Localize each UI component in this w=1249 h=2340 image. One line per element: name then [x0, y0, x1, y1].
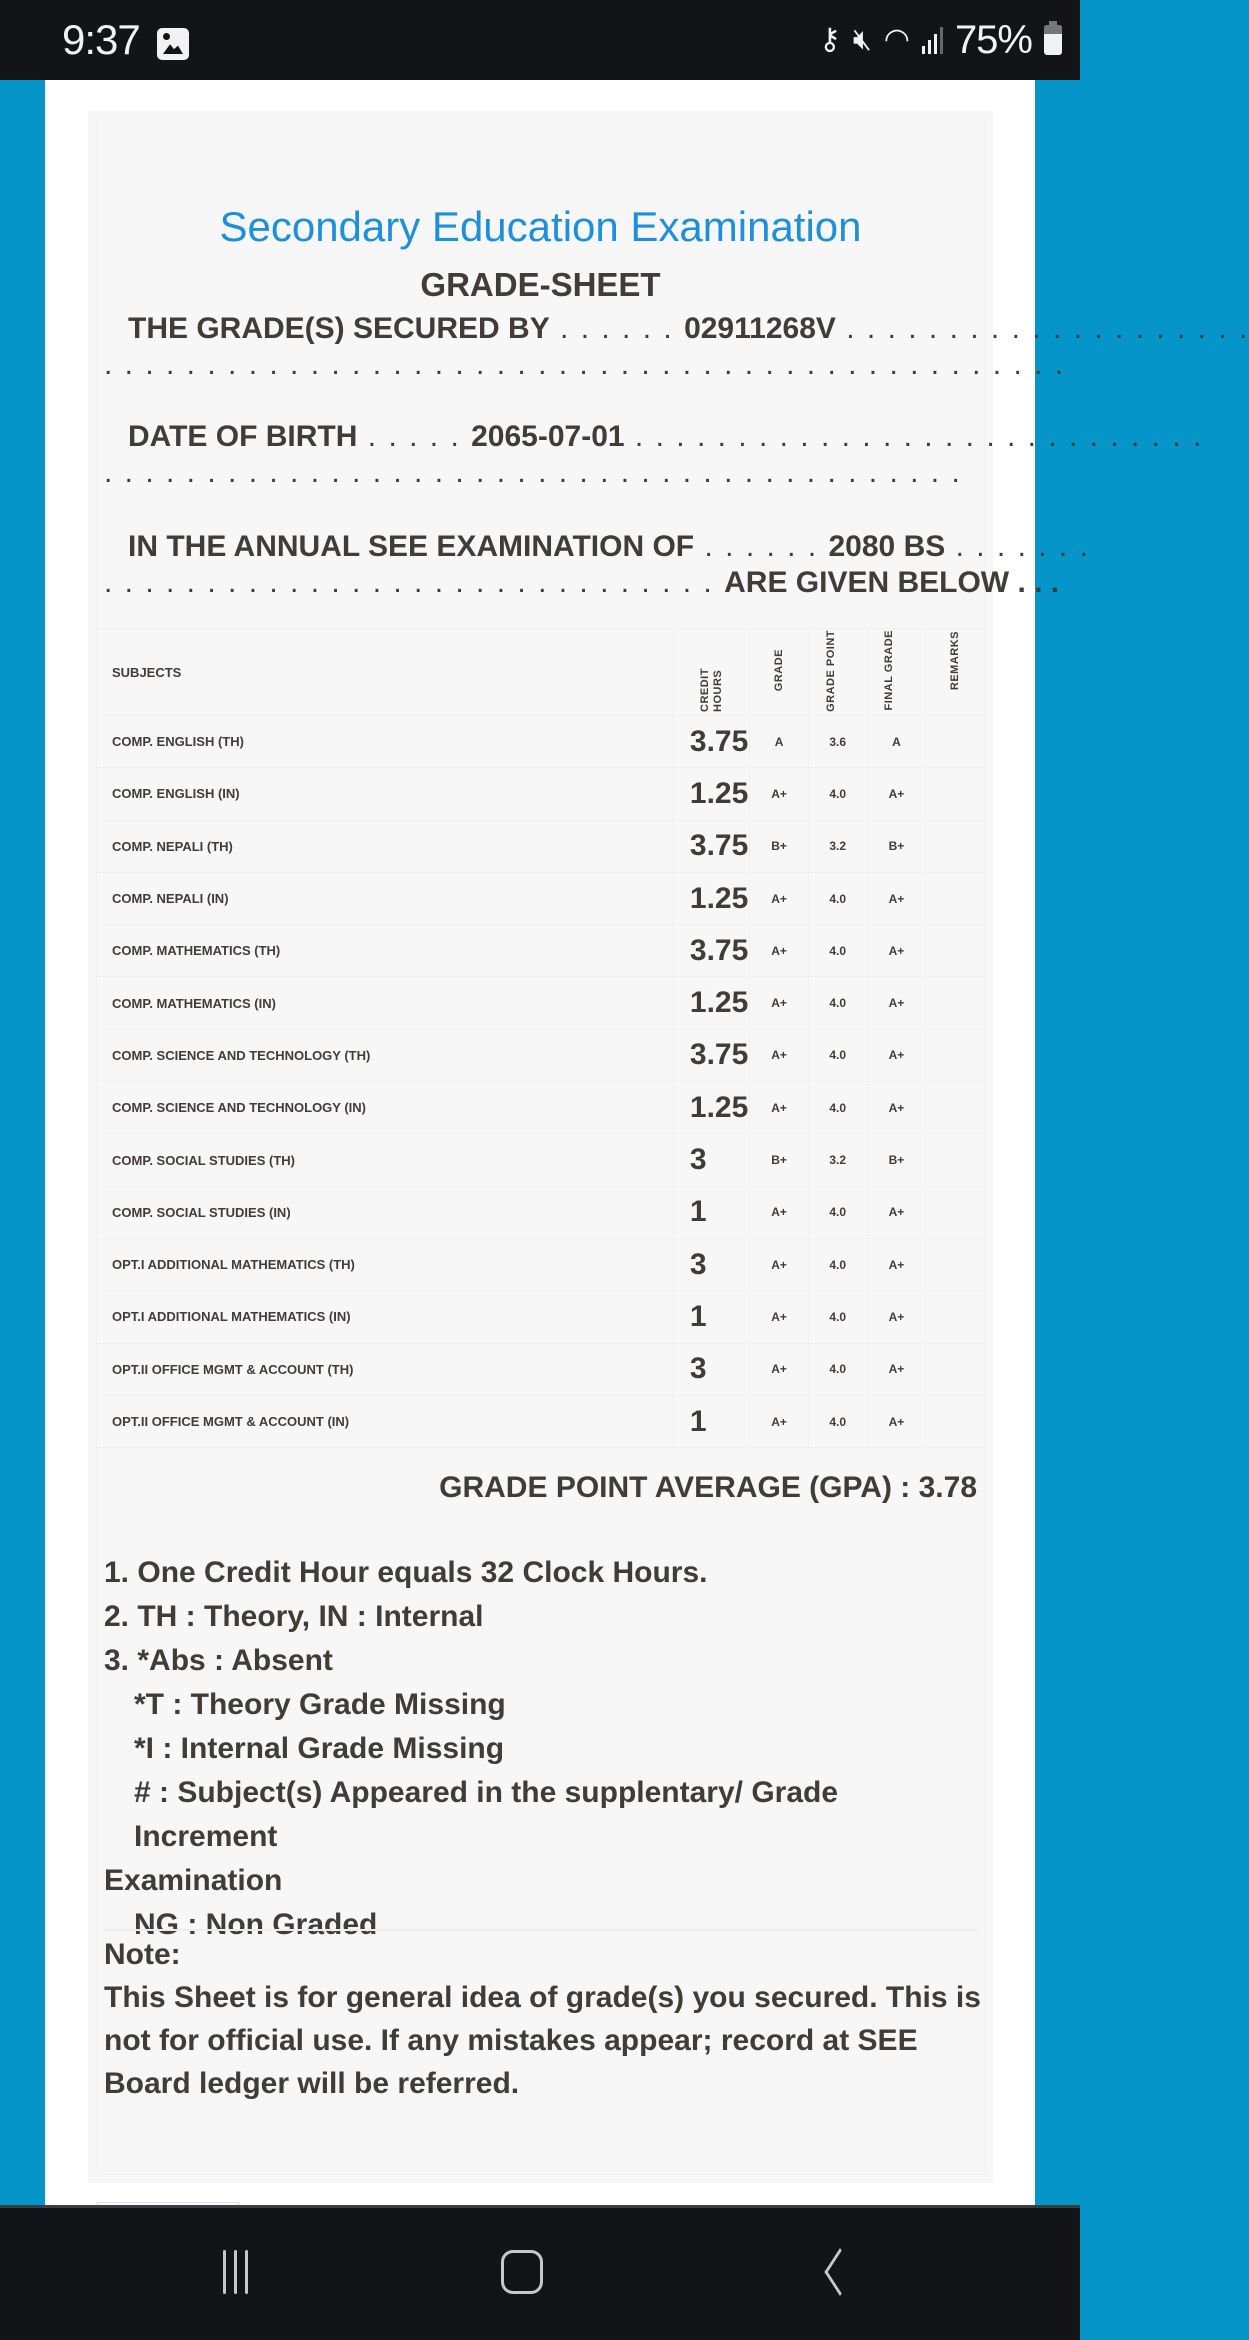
final-grade-cell: A+	[867, 925, 926, 977]
final-grade-cell: A+	[867, 1291, 926, 1343]
vpn-key-icon: ⚷	[818, 23, 841, 56]
credit-hours-cell: 1.25	[673, 768, 749, 820]
final-grade-cell: A+	[867, 1082, 926, 1134]
table-row	[97, 1395, 985, 1447]
table-row	[97, 768, 985, 820]
secured-by-line: THE GRADE(S) SECURED BY . . . . . . 02911268V . . . . . . . . . . . . . . . . . . . . . . . . . . . . . . . . . . . . . . . . . . . . . . . . . . . . . . . . . . . . . . . . . . .	[104, 312, 1249, 381]
page-content	[45, 80, 1249, 2205]
grade-point-cell: 4.0	[808, 872, 867, 924]
final-grade-cell: B+	[867, 820, 926, 872]
legend-item: *T : Theory Grade Missing	[134, 1688, 506, 1721]
note-text: This Sheet is for general idea of grade(s) you secured. This is not for official use. If any mistakes appear; record at SEE Board ledger will be referred.	[104, 1981, 981, 2100]
legend-item: 3. *Abs : Absent	[104, 1644, 333, 1677]
exam-label: IN THE ANNUAL SEE EXAMINATION OF	[128, 530, 695, 563]
final-grade-cell: A+	[867, 1186, 926, 1238]
table-row	[97, 1134, 985, 1186]
final-grade-cell: A+	[867, 1238, 926, 1290]
subject-cell: OPT.II OFFICE MGMT & ACCOUNT (TH)	[97, 1343, 674, 1395]
credit-hours-cell: 1	[673, 1291, 749, 1343]
battery-icon	[1044, 25, 1062, 55]
final-grade-cell: B+	[867, 1134, 926, 1186]
gpa-value: 3.78	[918, 1471, 977, 1504]
page-subtitle: GRADE-SHEET	[420, 266, 661, 303]
grade-cell: A+	[750, 872, 809, 924]
legend-item: *I : Internal Grade Missing	[134, 1732, 505, 1765]
final-grade-cell: A+	[867, 1343, 926, 1395]
grade-cell: B+	[750, 1134, 809, 1186]
subject-cell: COMP. NEPALI (IN)	[97, 872, 674, 924]
subject-cell: COMP. MATHEMATICS (TH)	[97, 925, 674, 977]
legend-item: 1. One Credit Hour equals 32 Clock Hours.	[104, 1556, 708, 1589]
header-remarks: REMARKS	[926, 629, 985, 716]
remarks-cell	[926, 872, 985, 924]
mute-icon: 🔇︎	[852, 23, 872, 56]
grade-point-cell: 4.0	[808, 1238, 867, 1290]
back-icon[interactable]	[815, 2244, 865, 2300]
credit-hours-cell: 3.75	[673, 820, 749, 872]
grade-cell: A+	[750, 1343, 809, 1395]
grade-point-cell: 4.0	[808, 1343, 867, 1395]
table-header-row	[97, 629, 985, 716]
remarks-cell	[926, 1029, 985, 1081]
exam-line: IN THE ANNUAL SEE EXAMINATION OF . . . . . . 2080 BS . . . . . . . . . . . . . . . . . . . . . . . . . . . . . . . . . . . . . ARE GIVEN BELOW . . .	[104, 530, 1090, 599]
remarks-cell	[926, 716, 985, 768]
grade-point-cell: 3.2	[808, 820, 867, 872]
grade-cell: A+	[750, 977, 809, 1029]
grade-cell: A+	[750, 925, 809, 977]
grade-cell: A+	[750, 768, 809, 820]
final-grade-cell: A+	[867, 977, 926, 1029]
remarks-cell	[926, 977, 985, 1029]
grade-cell: A+	[750, 1238, 809, 1290]
gallery-icon	[157, 28, 189, 60]
remarks-cell	[926, 820, 985, 872]
credit-hours-cell: 3	[673, 1343, 749, 1395]
grade-point-cell: 4.0	[808, 1082, 867, 1134]
grade-cell: A+	[750, 1082, 809, 1134]
grade-point-cell: 3.6	[808, 716, 867, 768]
grade-cell: B+	[750, 820, 809, 872]
navigation-bar	[0, 2205, 1080, 2340]
table-row	[97, 925, 985, 977]
final-grade-cell: A	[867, 716, 926, 768]
subject-cell: COMP. ENGLISH (IN)	[97, 768, 674, 820]
wifi-icon: ◠	[883, 23, 910, 56]
signal-icon	[922, 26, 943, 54]
gpa-label: GRADE POINT AVERAGE (GPA) :	[439, 1471, 911, 1504]
grade-point-cell: 4.0	[808, 977, 867, 1029]
credit-hours-cell: 1	[673, 1395, 749, 1447]
grade-cell: A+	[750, 1186, 809, 1238]
remarks-cell	[926, 925, 985, 977]
table-row	[97, 1343, 985, 1395]
secured-by-value: 02911268V	[684, 312, 836, 345]
table-row	[97, 1029, 985, 1081]
grade-point-cell: 4.0	[808, 1186, 867, 1238]
status-bar	[0, 0, 1080, 80]
legend	[104, 1551, 984, 1947]
remarks-cell	[926, 1082, 985, 1134]
table-row	[97, 977, 985, 1029]
header-credit-hours: CREDIT HOURS	[673, 629, 749, 716]
grade-cell: A	[750, 716, 809, 768]
credit-hours-cell: 3.75	[673, 716, 749, 768]
status-icons	[819, 14, 1062, 66]
header-grade-point: GRADE POINT	[808, 629, 867, 716]
header-grade: GRADE	[750, 629, 809, 716]
note-title: Note:	[104, 1938, 181, 1971]
exam-suffix: ARE GIVEN BELOW . . .	[724, 566, 1060, 599]
credit-hours-cell: 1.25	[673, 872, 749, 924]
subject-cell: OPT.II OFFICE MGMT & ACCOUNT (IN)	[97, 1395, 674, 1447]
grade-point-cell: 4.0	[808, 1395, 867, 1447]
subject-cell: COMP. SOCIAL STUDIES (IN)	[97, 1186, 674, 1238]
subject-cell: COMP. SCIENCE AND TECHNOLOGY (TH)	[97, 1029, 674, 1081]
dob-label: DATE OF BIRTH	[128, 420, 358, 453]
grade-point-cell: 4.0	[808, 1291, 867, 1343]
grade-point-cell: 4.0	[808, 925, 867, 977]
subject-cell: COMP. NEPALI (TH)	[97, 820, 674, 872]
final-grade-cell: A+	[867, 1029, 926, 1081]
remarks-cell	[926, 1186, 985, 1238]
remarks-cell	[926, 1134, 985, 1186]
subject-cell: COMP. ENGLISH (TH)	[97, 716, 674, 768]
final-grade-cell: A+	[867, 872, 926, 924]
subject-cell: OPT.I ADDITIONAL MATHEMATICS (IN)	[97, 1291, 674, 1343]
header-final-grade: FINAL GRADE	[867, 629, 926, 716]
grade-point-cell: 4.0	[808, 1029, 867, 1081]
credit-hours-cell: 3	[673, 1134, 749, 1186]
table-row	[97, 1186, 985, 1238]
subject-cell: OPT.I ADDITIONAL MATHEMATICS (TH)	[97, 1238, 674, 1290]
table-row	[97, 820, 985, 872]
credit-hours-cell: 3.75	[673, 925, 749, 977]
subject-cell: COMP. MATHEMATICS (IN)	[97, 977, 674, 1029]
table-row	[97, 1238, 985, 1290]
legend-item: Examination	[104, 1864, 283, 1897]
remarks-cell	[926, 1395, 985, 1447]
status-time: 9:37	[62, 16, 140, 63]
grade-cell: A+	[750, 1395, 809, 1447]
table-row	[97, 716, 985, 768]
dob-value: 2065-07-01	[471, 420, 625, 453]
remarks-cell	[926, 1291, 985, 1343]
credit-hours-cell: 3	[673, 1238, 749, 1290]
remarks-cell	[926, 1238, 985, 1290]
note	[104, 1933, 984, 2105]
home-icon[interactable]	[497, 2244, 547, 2300]
final-grade-cell: A+	[867, 768, 926, 820]
subject-cell: COMP. SOCIAL STUDIES (TH)	[97, 1134, 674, 1186]
credit-hours-cell: 3.75	[673, 1029, 749, 1081]
remarks-cell	[926, 768, 985, 820]
grade-sheet-card	[88, 111, 1249, 2183]
credit-hours-cell: 1.25	[673, 1082, 749, 1134]
subject-cell: COMP. SCIENCE AND TECHNOLOGY (IN)	[97, 1082, 674, 1134]
grade-point-cell: 4.0	[808, 768, 867, 820]
legend-item: # : Subject(s) Appeared in the supplentary/ Grade Increment	[134, 1776, 839, 1853]
credit-hours-cell: 1	[673, 1186, 749, 1238]
table-row	[97, 1082, 985, 1134]
grades-table	[96, 628, 985, 1448]
recents-icon[interactable]	[210, 2244, 260, 2300]
grade-cell: A+	[750, 1291, 809, 1343]
dob-line: DATE OF BIRTH . . . . . 2065-07-01 . . . . . . . . . . . . . . . . . . . . . . . . . . . . . . . . . . . . . . . . . . . . . . . . . . . . . . . . . . . . . . . . . . . . . .	[104, 420, 1204, 489]
gpa-summary	[439, 1471, 977, 1505]
final-grade-cell: A+	[867, 1395, 926, 1447]
grade-cell: A+	[750, 1029, 809, 1081]
remarks-cell	[926, 1343, 985, 1395]
grade-point-cell: 3.2	[808, 1134, 867, 1186]
page-title: Secondary Education Examination	[219, 203, 862, 250]
header-subjects: SUBJECTS	[97, 629, 674, 716]
divider	[104, 1929, 978, 1931]
credit-hours-cell: 1.25	[673, 977, 749, 1029]
table-row	[97, 872, 985, 924]
legend-item: NG : Non Graded	[134, 1908, 378, 1941]
battery-percent: 75%	[954, 17, 1032, 62]
exam-value: 2080 BS	[828, 530, 946, 563]
secured-by-label: THE GRADE(S) SECURED BY	[128, 312, 550, 345]
table-row	[97, 1291, 985, 1343]
legend-item: 2. TH : Theory, IN : Internal	[104, 1600, 484, 1633]
